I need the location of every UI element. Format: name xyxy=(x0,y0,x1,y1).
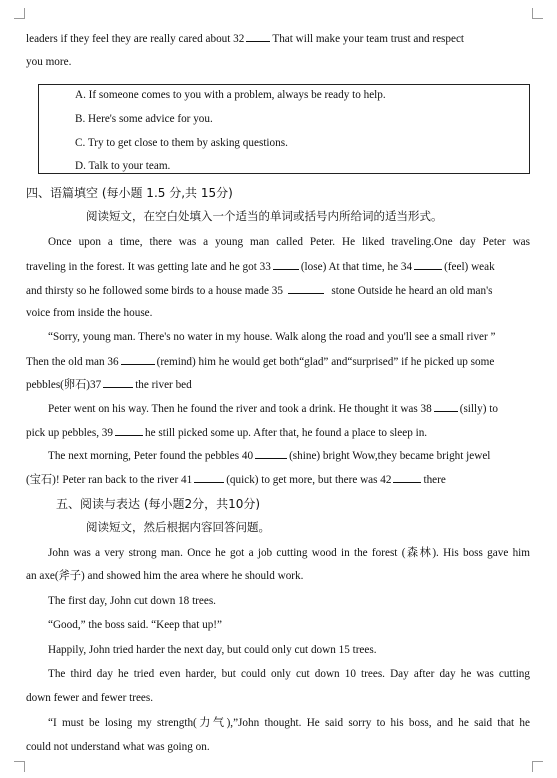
answer-blank-37[interactable] xyxy=(103,376,133,388)
answer-blank-39[interactable] xyxy=(115,424,143,436)
answer-blank-40[interactable] xyxy=(255,447,287,459)
passage-line: voice from inside the house. xyxy=(26,307,153,319)
option-b: B. Here's some advice for you. xyxy=(75,113,213,125)
option-c: C. Try to get close to them by asking questions. xyxy=(75,137,288,149)
passage-line: and thirsty so he followed some birds to a house made 35 stone Outside he heard an old man's xyxy=(26,282,530,299)
crop-mark-bottom-right xyxy=(532,761,543,772)
option-d: D. Talk to your team. xyxy=(75,160,171,172)
passage-line: pick up pebbles, 39 he still picked some up. After that, he found a place to sleep in. xyxy=(26,424,530,441)
answer-blank-33[interactable] xyxy=(273,258,299,270)
answer-blank-41[interactable] xyxy=(194,471,224,483)
passage-line: Once upon a time, there was a young man called Peter. He liked traveling.One day Peter was xyxy=(48,236,530,248)
section-5-instruction: 阅读短文，然后根据内容回答问题。 xyxy=(86,520,270,534)
section-4-instruction: 阅读短文，在空白处填入一个适当的单词或括号内所给词的适当形式。 xyxy=(86,209,443,223)
passage-line: pebbles(卵石)37 the river bed xyxy=(26,376,530,393)
answer-blank-42[interactable] xyxy=(393,471,421,483)
passage-line: Then the old man 36 (remind) him he would get both“glad” and“surprised” if he picked up some xyxy=(26,353,530,370)
crop-mark-top-right xyxy=(532,8,543,19)
passage-line: an axe(斧子) and showed him the area where he should work. xyxy=(26,570,304,582)
passage-line: you more. xyxy=(26,56,72,68)
answer-blank-35[interactable] xyxy=(288,282,324,294)
crop-mark-top-left xyxy=(14,8,25,19)
answer-blank-32[interactable] xyxy=(246,30,270,42)
passage-line: Peter went on his way. Then he found the river and took a drink. He thought it was 38 (silly) to xyxy=(48,400,530,417)
passage-line: The first day, John cut down 18 trees. xyxy=(48,595,216,607)
passage-line: The third day he tried even harder, but could only cut down 10 trees. Day after day he was cutting xyxy=(48,668,530,680)
answer-blank-38[interactable] xyxy=(434,400,458,412)
answer-blank-34[interactable] xyxy=(414,258,442,270)
crop-mark-bottom-left xyxy=(14,761,25,772)
passage-line: (宝石)! Peter ran back to the river 41 (quick) to get more, but there was 42 there xyxy=(26,471,530,488)
section-4-heading: 四、语篇填空 (每小题 1.5 分,共 15分) xyxy=(26,186,233,200)
options-box xyxy=(38,84,530,174)
passage-line: leaders if they feel they are really cared about 32 That will make your team trust and respect xyxy=(26,30,530,47)
passage-line: Happily, John tried harder the next day, but could only cut down 15 trees. xyxy=(48,644,377,656)
passage-line: John was a very strong man. Once he got a job cutting wood in the forest (森林). His boss gave him xyxy=(48,547,530,559)
passage-line: The next morning, Peter found the pebbles 40 (shine) bright Wow,they became bright jewel xyxy=(48,447,530,464)
answer-blank-36[interactable] xyxy=(121,353,155,365)
passage-line: traveling in the forest. It was getting late and he got 33 (lose) At that time, he 34 (feel) weak xyxy=(26,258,530,275)
section-5-heading: 五、阅读与表达 (每小题2分，共10分) xyxy=(56,497,261,511)
passage-line: could not understand what was going on. xyxy=(26,741,210,753)
passage-line: down fewer and fewer trees. xyxy=(26,692,154,704)
option-a: A. If someone comes to you with a problem, always be ready to help. xyxy=(75,89,386,101)
passage-line: “Sorry, young man. There's no water in my house. Walk along the road and you'll see a small river ” xyxy=(48,331,496,343)
passage-line: “I must be losing my strength(力气),”John thought. He said sorry to his boss, and he said that he xyxy=(48,717,530,729)
passage-line: “Good,” the boss said. “Keep that up!” xyxy=(48,619,222,631)
